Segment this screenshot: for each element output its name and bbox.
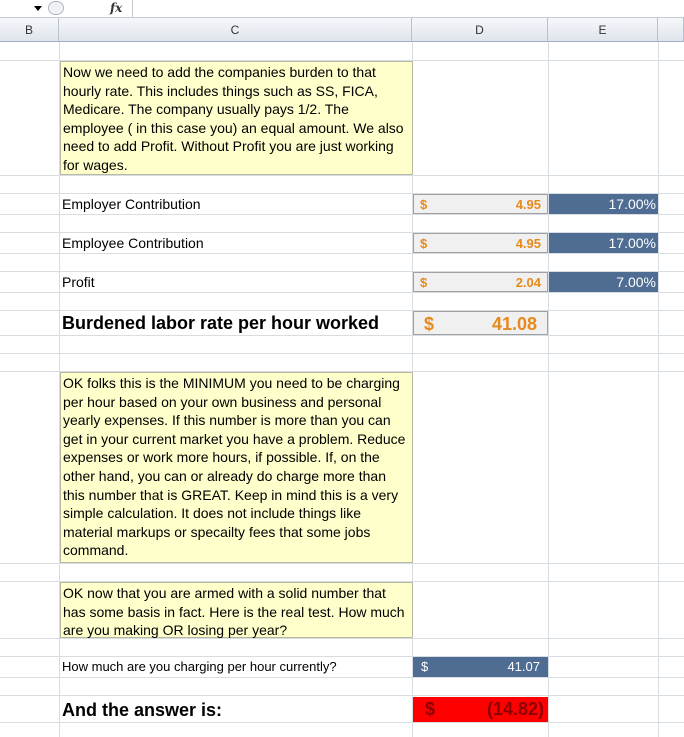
- burdened-rate-label: Burdened labor rate per hour worked: [62, 313, 380, 333]
- burdened-rate-cell[interactable]: [413, 311, 548, 335]
- answer-label: And the answer is:: [62, 700, 223, 720]
- answer-amount: (14.82): [486, 699, 544, 719]
- employee-contribution-label: Employee Contribution: [62, 235, 204, 251]
- profit-percent[interactable]: 7.00%: [549, 272, 658, 292]
- employee-contribution-percent[interactable]: 17.00%: [549, 233, 658, 253]
- current-charge-amount: 41.07: [507, 659, 540, 674]
- column-header-c[interactable]: C: [59, 18, 412, 42]
- current-charge-label: How much are you charging per hour currently?: [62, 659, 337, 674]
- burdened-rate-amount: 41.08: [491, 314, 537, 334]
- column-header-f[interactable]: [658, 18, 684, 42]
- employee-contribution-amount: 4.95: [515, 236, 541, 251]
- currency-symbol: $: [425, 699, 436, 719]
- column-header-d[interactable]: D: [412, 18, 548, 42]
- profit-amount-cell[interactable]: [413, 272, 548, 292]
- minimum-rate-note: OK folks this is the MINIMUM you need to be charging per hour based on your own business and personal yearly expenses. If this number is more than you can get in your current market you have a problem. Reduce expenses or work more hours, if possible. If, on the other hand, you can or already do charge more than this number that is GREAT. Keep in mind this is a very simple calculation. It does not include things like material markups or specailty fees that some jobs command.: [60, 372, 413, 563]
- profit-amount: 2.04: [515, 275, 541, 290]
- formula-input[interactable]: [134, 0, 684, 18]
- column-header-e[interactable]: E: [548, 18, 658, 42]
- column-header-b[interactable]: B: [0, 18, 59, 42]
- current-charge-cell[interactable]: [413, 657, 548, 677]
- employer-contribution-amount-cell[interactable]: [413, 194, 548, 214]
- employee-contribution-amount-cell[interactable]: [413, 233, 548, 253]
- employer-contribution-label: Employer Contribution: [62, 196, 201, 212]
- answer-cell[interactable]: [413, 697, 548, 722]
- real-test-note: OK now that you are armed with a solid number that has some basis in fact. Here is the real test. How much are you making OR losing per year?: [60, 582, 413, 638]
- employer-contribution-percent[interactable]: 17.00%: [549, 194, 658, 214]
- burden-note: Now we need to add the companies burden to that hourly rate. This includes things such as SS, FICA, Medicare. The company usually pays 1/2. The employee ( in this case you) an equal amount. We also need to add Profit. Without Profit you are just working for wages.: [60, 61, 413, 175]
- currency-symbol: $: [424, 314, 435, 334]
- name-box-dropdown-icon[interactable]: [34, 6, 42, 11]
- currency-symbol: $: [420, 275, 428, 290]
- currency-symbol: $: [420, 197, 428, 212]
- currency-symbol: $: [421, 659, 429, 674]
- insert-function-icon[interactable]: fx: [110, 1, 123, 15]
- profit-label: Profit: [62, 274, 95, 290]
- currency-symbol: $: [420, 236, 428, 251]
- formula-bar: [0, 0, 684, 18]
- employer-contribution-amount: 4.95: [515, 197, 541, 212]
